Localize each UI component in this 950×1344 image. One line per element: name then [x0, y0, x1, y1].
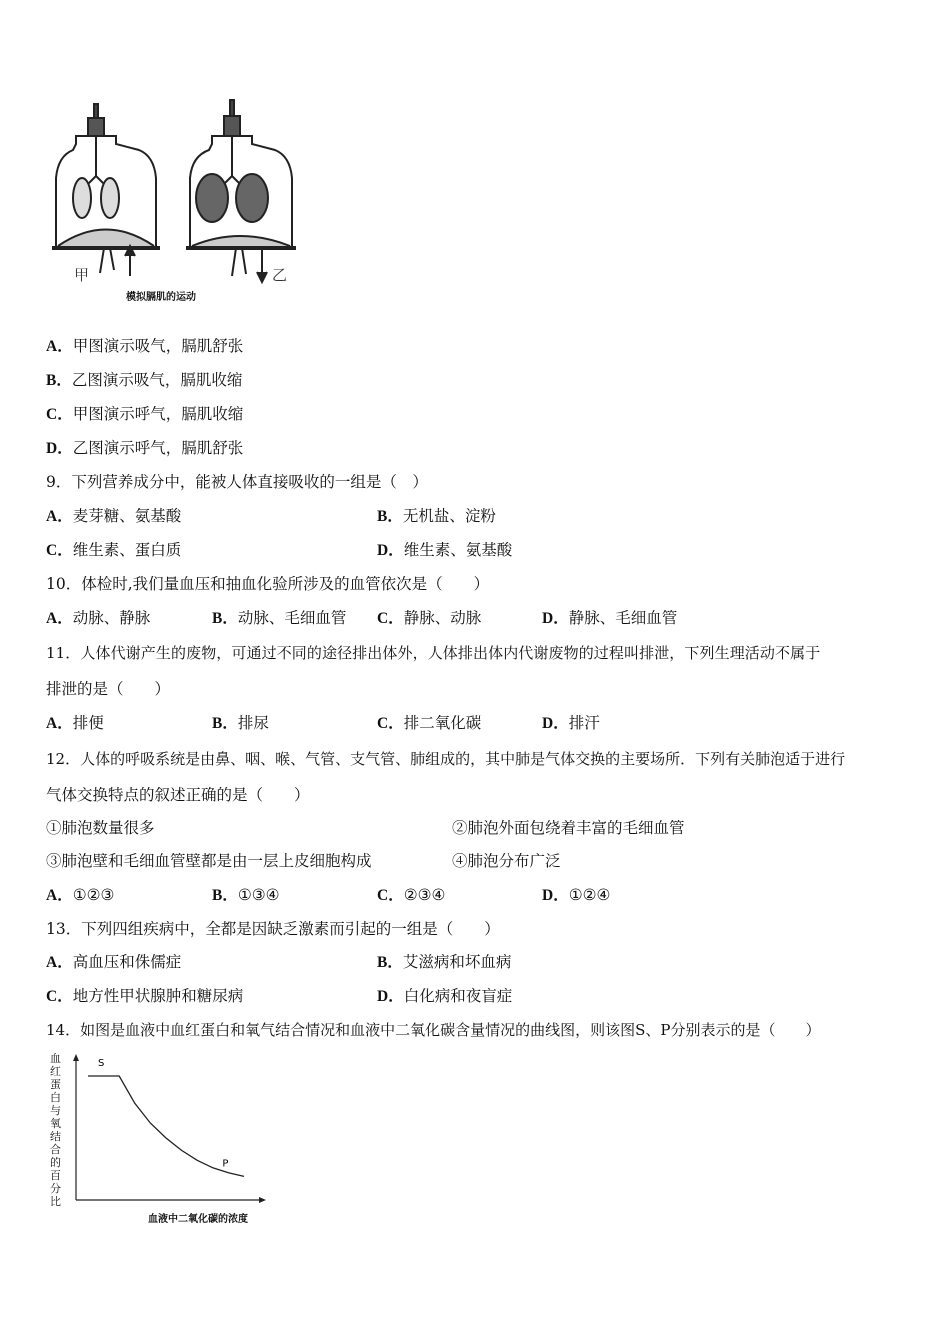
- q13-option-d[interactable]: [377, 986, 512, 1007]
- q12-option-a[interactable]: [46, 885, 114, 906]
- option-text: 甲图演示呼气，膈肌收缩: [72, 405, 244, 423]
- option-label: C．: [46, 406, 73, 423]
- option-text: 麦芽糖、氨基酸: [72, 507, 182, 525]
- q13-option-a[interactable]: [46, 952, 181, 973]
- diaphragm-model-figure: [44, 98, 302, 306]
- option-label: A．: [46, 715, 73, 732]
- q12-stem-line1: 12．人体的呼吸系统是由鼻、咽、喉、气管、支气管、肺组成的，其中肺是气体交换的主要场所．下列有关肺泡适于进行: [46, 750, 846, 768]
- q12-option-b[interactable]: [212, 885, 280, 906]
- jar-left: [52, 104, 160, 276]
- option-label: D．: [377, 542, 404, 559]
- jar-right: [186, 100, 296, 282]
- option-text: ①③④: [237, 886, 280, 904]
- q10-option-a[interactable]: [46, 608, 150, 629]
- q12-statement-3: ③肺泡壁和毛细血管壁都是由一层上皮细胞构成: [46, 852, 372, 870]
- option-label: B．: [212, 887, 238, 904]
- option-text: 乙图演示吸气，膈肌收缩: [71, 371, 243, 389]
- q13-stem: 13．下列四组疾病中，全都是因缺乏激素而引起的一组是（ ）: [46, 920, 500, 938]
- option-label: A．: [46, 508, 73, 525]
- chart-xlabel: 血液中二氧化碳的浓度: [148, 1214, 248, 1225]
- option-text: 静脉、毛细血管: [568, 609, 678, 627]
- q14-stem: 14．如图是血液中血红蛋白和氧气结合情况和血液中二氧化碳含量情况的曲线图，则该图S、P分别表示的是（ ）: [46, 1021, 821, 1039]
- option-text: 无机盐、淀粉: [402, 507, 496, 525]
- option-label: C．: [46, 988, 73, 1005]
- option-text: 动脉、毛细血管: [237, 609, 347, 627]
- q11-option-a[interactable]: [46, 713, 104, 734]
- q9-option-c[interactable]: [46, 540, 181, 561]
- option-text: 甲图演示吸气，膈肌舒张: [72, 337, 244, 355]
- option-text: 艾滋病和坏血病: [402, 953, 512, 971]
- option-label: D．: [377, 988, 404, 1005]
- q11-stem-line1: 11．人体代谢产生的废物，可通过不同的途径排出体外，人体排出体内代谢废物的过程叫排泄，下列生理活动不属于: [46, 644, 821, 662]
- option-text: 排二氧化碳: [403, 714, 482, 732]
- option-text: 乙图演示呼气，膈肌舒张: [72, 439, 244, 457]
- q8-option-d[interactable]: [46, 438, 243, 459]
- q12-option-d[interactable]: [542, 885, 610, 906]
- q9-option-a[interactable]: [46, 506, 181, 527]
- q12-statement-2: ②肺泡外面包绕着丰富的毛细血管: [452, 819, 685, 837]
- option-label: A．: [46, 338, 73, 355]
- q8-option-a[interactable]: [46, 336, 243, 357]
- figure-label-yi: 乙: [272, 266, 288, 284]
- option-label: D．: [542, 715, 569, 732]
- option-label: B．: [212, 715, 238, 732]
- q11-option-b[interactable]: [212, 713, 269, 734]
- option-label: A．: [46, 610, 73, 627]
- q11-stem-line2: 排泄的是（ ）: [46, 680, 171, 698]
- q13-option-c[interactable]: [46, 986, 243, 1007]
- option-text: 地方性甲状腺肿和糖尿病: [72, 987, 244, 1005]
- option-text: ①②④: [568, 886, 611, 904]
- option-text: 排汗: [568, 714, 600, 732]
- option-label: D．: [542, 887, 569, 904]
- q9-stem: 9．下列营养成分中，能被人体直接吸收的一组是（ ）: [46, 473, 428, 491]
- option-label: D．: [542, 610, 569, 627]
- oxygen-binding-curve: [88, 1076, 244, 1176]
- option-text: 动脉、静脉: [72, 609, 151, 627]
- q9-option-b[interactable]: [377, 506, 496, 527]
- q8-option-b[interactable]: [46, 370, 242, 391]
- option-label: B．: [377, 954, 403, 971]
- q14-chart: [44, 1050, 274, 1230]
- point-label-s: S: [98, 1058, 105, 1069]
- chart-plot: [44, 1050, 274, 1210]
- option-label: A．: [46, 887, 73, 904]
- chart-ylabel: 血红蛋白与氧结合的百分比: [50, 1052, 61, 1208]
- option-text: 高血压和侏儒症: [72, 953, 182, 971]
- figure-caption: 模拟膈肌的运动: [126, 292, 196, 303]
- option-text: 维生素、氨基酸: [403, 541, 513, 559]
- option-label: D．: [46, 440, 73, 457]
- option-label: B．: [212, 610, 238, 627]
- option-text: 静脉、动脉: [403, 609, 482, 627]
- q10-option-b[interactable]: [212, 608, 346, 629]
- q12-stem-line2: 气体交换特点的叙述正确的是（ ）: [46, 786, 310, 804]
- q8-option-c[interactable]: [46, 404, 243, 425]
- q10-option-c[interactable]: [377, 608, 481, 629]
- q10-stem: 10．体检时,我们量血压和抽血化验所涉及的血管依次是（ ）: [46, 575, 490, 593]
- q9-option-d[interactable]: [377, 540, 512, 561]
- option-label: A．: [46, 954, 73, 971]
- option-label: C．: [377, 715, 404, 732]
- q12-statement-1: ①肺泡数量很多: [46, 819, 155, 837]
- q12-option-c[interactable]: [377, 885, 445, 906]
- option-label: B．: [377, 508, 403, 525]
- q11-option-c[interactable]: [377, 713, 481, 734]
- option-label: B．: [46, 372, 72, 389]
- y-axis-arrow: [73, 1054, 79, 1061]
- option-text: ①②③: [72, 886, 115, 904]
- q11-option-d[interactable]: [542, 713, 600, 734]
- q13-option-b[interactable]: [377, 952, 511, 973]
- option-text: 排尿: [237, 714, 269, 732]
- option-label: C．: [377, 610, 404, 627]
- figure-label-jia: 甲: [74, 266, 90, 284]
- option-label: C．: [46, 542, 73, 559]
- option-text: ②③④: [403, 886, 446, 904]
- x-axis-arrow: [259, 1197, 266, 1203]
- q12-statement-4: ④肺泡分布广泛: [452, 852, 561, 870]
- option-text: 白化病和夜盲症: [403, 987, 513, 1005]
- q10-option-d[interactable]: [542, 608, 677, 629]
- option-label: C．: [377, 887, 404, 904]
- point-label-p: P: [222, 1158, 229, 1170]
- option-text: 排便: [72, 714, 104, 732]
- option-text: 维生素、蛋白质: [72, 541, 182, 559]
